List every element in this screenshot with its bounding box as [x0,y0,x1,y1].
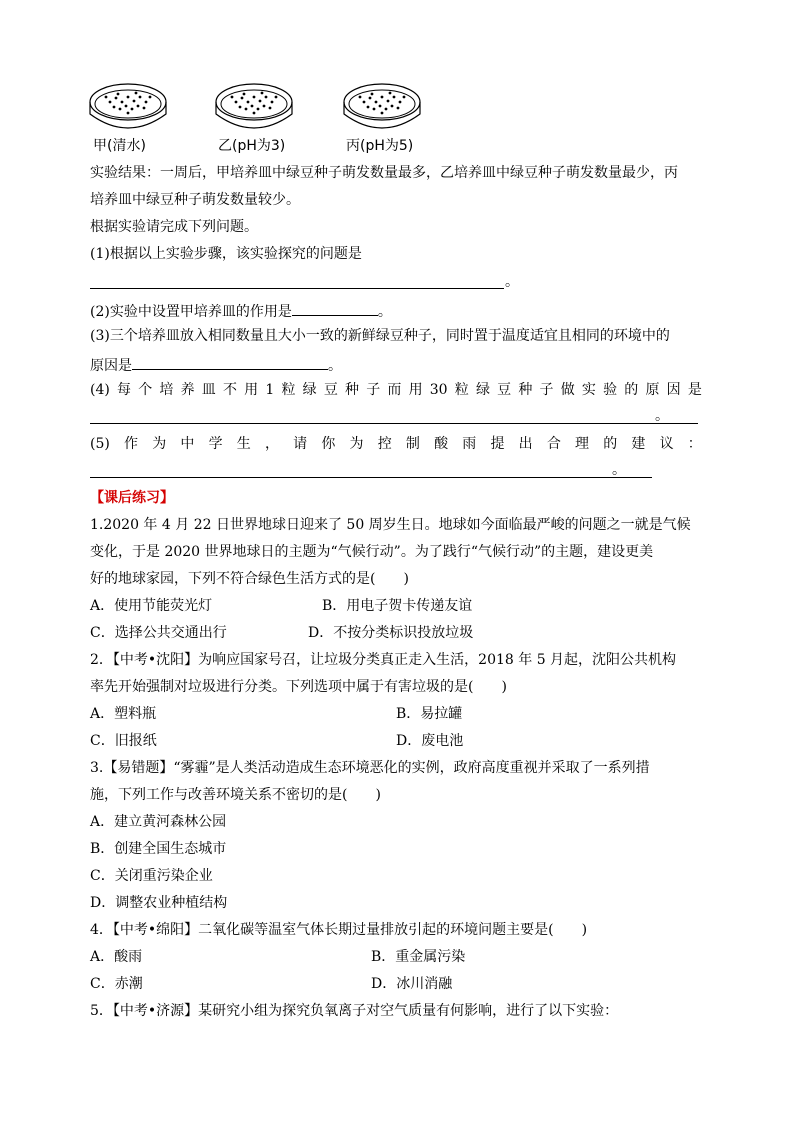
q5-char: ， [264,436,279,452]
section-heading: 【课后练习】 [90,490,174,506]
q4-char: 30 [429,382,448,398]
hw-q2-option-b[interactable]: B．易拉罐 [396,706,463,722]
q5-char: 建 [631,436,646,452]
question-4-text [90,380,702,400]
q4-char: 粒 [281,382,296,398]
dish-label-yi: 乙(pH为3) [218,138,286,154]
answer-blank-2[interactable] [292,299,378,316]
q5-char: 学 [208,436,223,452]
question-3-line-1: (3)三个培养皿放入相同数量且大小一致的新鲜绿豆种子，同时置于温度适宜且相同的环境中的 [90,328,670,344]
q5-char: (5) [90,436,110,452]
question-3-end: 。 [328,358,342,374]
q5-char: 你 [321,436,336,452]
q4-char: 原 [645,382,660,398]
q4-char: 的 [624,382,639,398]
result-line-2: 培养皿中绿豆种子萌发数量较少。 [90,192,300,208]
hw-q1-option-b[interactable]: B．用电子贺卡传递友谊 [322,598,473,614]
hw-q3-line-1: 3.【易错题】“雾霾”是人类活动造成生态环境恶化的实例，政府高度重视并采取了一系列措 [90,760,650,776]
q4-char: 因 [666,382,681,398]
q4-char: 养 [180,382,195,398]
question-3-line-2 [90,353,342,376]
hw-q2-option-d[interactable]: D．废电池 [396,733,464,749]
question-2-text: (2)实验中设置甲培养皿的作用是 [90,304,292,320]
q4-char: 豆 [323,382,338,398]
question-5-text [90,434,702,454]
hw-q1-option-a[interactable]: A．使用节能荧光灯 [90,598,213,614]
q4-char: 子 [539,382,554,398]
q4-char: 1 [265,382,275,398]
q5-char: 的 [603,436,618,452]
question-1-end: 。 [505,274,519,290]
result-line-1: 实验结果：一周后，甲培养皿中绿豆种子萌发数量最多，乙培养皿中绿豆种子萌发数量最少，丙 [90,165,678,181]
hw-q2-option-c[interactable]: C．旧报纸 [90,733,157,749]
hw-q1-line-1: 1.2020 年 4 月 22 日世界地球日迎来了 50 周岁生日。地球如今面临最严峻的问题之一就是气候 [90,517,691,533]
hw-q1-option-c[interactable]: C．选择公共交通出行 [90,625,227,641]
q5-char: 酸 [434,436,449,452]
q5-char: 出 [518,436,533,452]
q5-char: 为 [349,436,364,452]
hw-q4-option-a[interactable]: A．酸雨 [90,949,143,965]
q5-char: ： [687,436,702,452]
q4-char: 实 [581,382,596,398]
q4-char: 每 [117,382,132,398]
q4-char: 不 [222,382,237,398]
q4-char: 而 [387,382,402,398]
hw-q3-option-a[interactable]: A．建立黄河森林公园 [90,814,227,830]
dish-label-bing: 丙(pH为5) [346,138,414,154]
q4-char: 粒 [454,382,469,398]
q4-char: 用 [244,382,259,398]
q4-char: 是 [687,382,702,398]
q5-char: 请 [293,436,308,452]
q4-char: 子 [366,382,381,398]
q5-char: 制 [405,436,420,452]
q4-char: 用 [408,382,423,398]
q5-char: 控 [377,436,392,452]
hw-q2-line-2: 率先开始强制对垃圾进行分类。下列选项中属于有害垃圾的是( ) [90,679,507,695]
hw-q5-line-1: 5．【中考•济源】某研究小组为探究负氧离子对空气质量有何影响，进行了以下实验： [90,1003,619,1019]
hw-q1-line-2: 变化，于是 2020 世界地球日的主题为“气候行动”。为了践行“气候行动”的主题，建设更美 [90,544,654,560]
instruction-line: 根据实验请完成下列问题。 [90,219,258,235]
q4-char: 种 [518,382,533,398]
q4-char: 培 [159,382,174,398]
question-5-end: 。 [612,462,626,478]
q4-char: 皿 [201,382,216,398]
q5-char: 为 [152,436,167,452]
q4-char: 豆 [497,382,512,398]
answer-blank-3[interactable] [132,353,328,370]
hw-q3-option-d[interactable]: D．调整农业种植结构 [90,895,228,911]
dish-label-jia: 甲(清水) [93,138,146,154]
q5-char: 雨 [462,436,477,452]
q4-char: 绿 [475,382,490,398]
q5-char: 作 [124,436,139,452]
q4-char: (4) [90,382,110,398]
hw-q4-option-c[interactable]: C．赤潮 [90,976,143,992]
question-2-end: 。 [377,304,392,320]
question-4-end: 。 [655,408,669,424]
q5-char: 议 [659,436,674,452]
hw-q2-line-1: 2．【中考•沈阳】为响应国家号召，让垃圾分类真正走入生活，2018 年 5 月起，沈阳公共机构 [90,652,677,668]
q5-char: 提 [490,436,505,452]
question-1-text: (1)根据以上实验步骤，该实验探究的问题是 [90,246,362,262]
q4-char: 验 [603,382,618,398]
q5-char: 生 [236,436,251,452]
hw-q2-option-a[interactable]: A．塑料瓶 [90,706,157,722]
answer-blank-1[interactable] [90,288,504,289]
hw-q4-line-1: 4．【中考•绵阳】二氧化碳等温室气体长期过量排放引起的环境问题主要是( ) [90,922,588,938]
hw-q1-line-3: 好的地球家园，下列不符合绿色生活方式的是( ) [90,571,409,587]
question-2 [90,299,392,322]
q4-char: 做 [560,382,575,398]
q4-char: 种 [345,382,360,398]
q5-char: 中 [180,436,195,452]
hw-q4-option-b[interactable]: B．重金属污染 [371,949,466,965]
hw-q4-option-d[interactable]: D．冰川消融 [371,976,453,992]
question-3-text: 原因是 [90,358,132,374]
q4-char: 绿 [302,382,317,398]
q5-char: 合 [546,436,561,452]
hw-q3-option-b[interactable]: B．创建全国生态城市 [90,841,227,857]
hw-q3-line-2: 施，下列工作与改善环境关系不密切的是( ) [90,787,381,803]
hw-q3-option-c[interactable]: C．关闭重污染企业 [90,868,213,884]
q4-char: 个 [138,382,153,398]
hw-q1-option-d[interactable]: D．不按分类标识投放垃圾 [308,625,474,641]
answer-blank-5[interactable] [90,477,652,478]
answer-blank-4[interactable] [90,423,698,424]
q5-char: 理 [575,436,590,452]
